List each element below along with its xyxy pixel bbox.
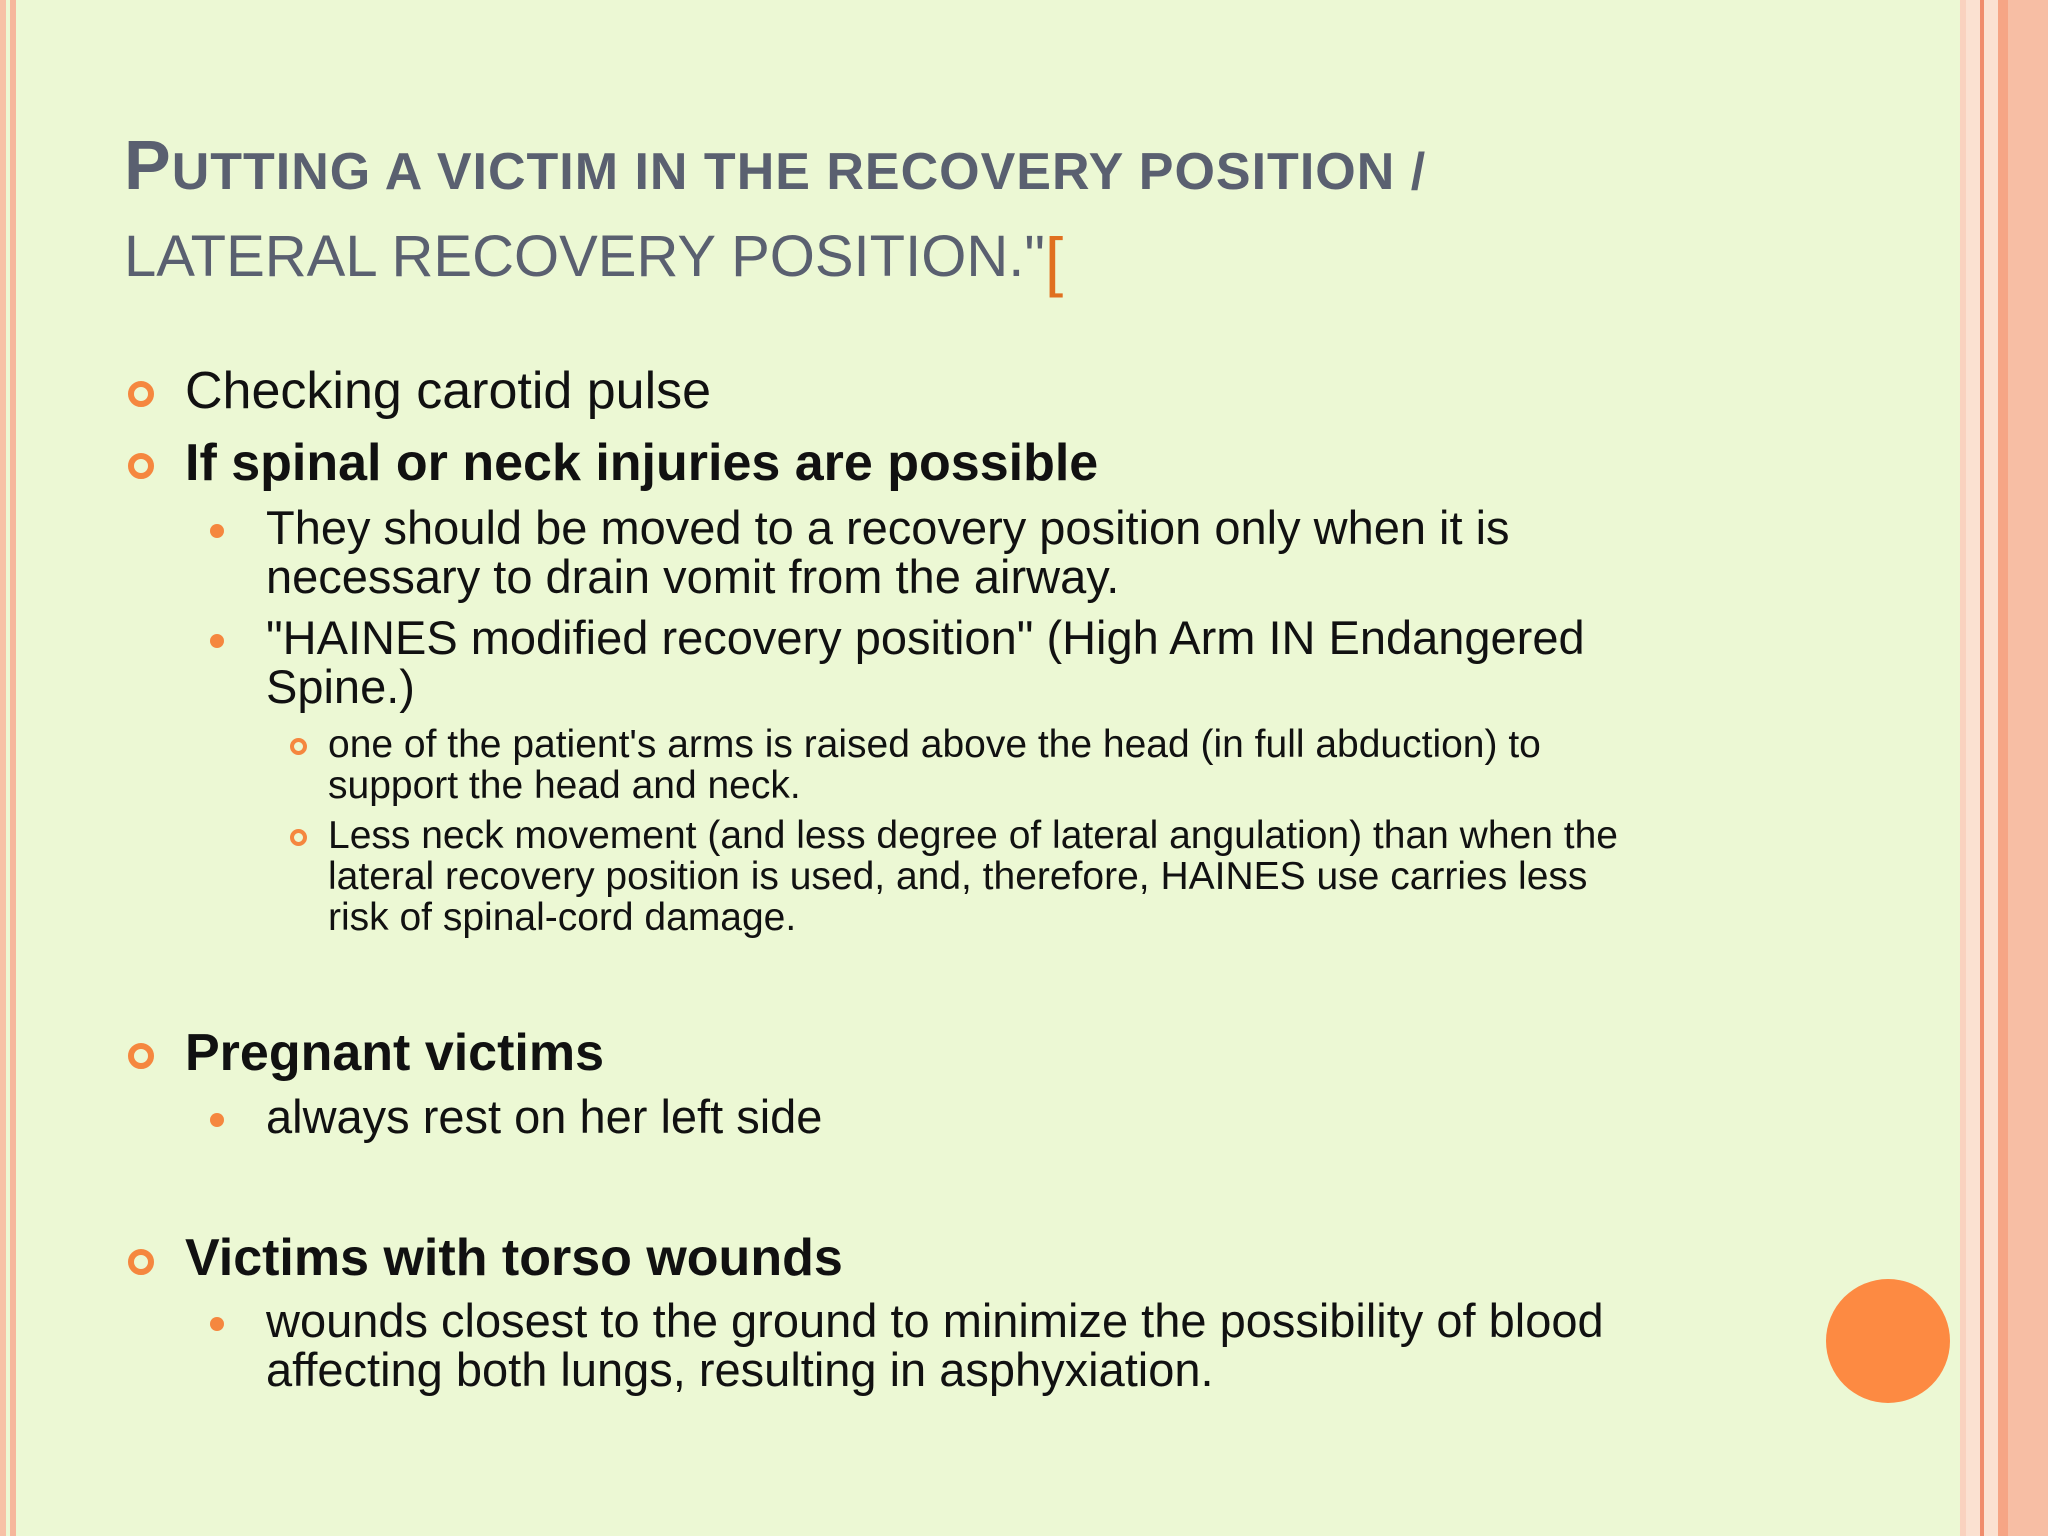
dot-bullet-icon [210,524,224,538]
dot-bullet-icon [210,634,224,648]
slide-title [124,126,1884,298]
bullet-text-continued: necessary to drain vomit from the airway. [266,550,1120,603]
right-border-stripe [1984,0,1998,1536]
bullet-text: Victims with torso wounds [185,1229,843,1287]
right-border-stripe [1998,0,2008,1536]
bullet-text: If spinal or neck injuries are possible [185,434,1099,492]
bullet-text: Pregnant victims [185,1024,605,1082]
title-line-1 [124,126,1884,204]
bullet-text: always rest on her left side [266,1090,823,1143]
ring-bullet-icon [128,453,154,479]
bullet-text: one of the patient's arms is raised above the head (in full abduction) to [328,723,1541,766]
bullet-text-continued: support the head and neck. [328,764,801,807]
bullet-text: Less neck movement (and less degree of lateral angulation) than when the [328,814,1618,857]
ring-bullet-icon [128,381,154,407]
bullet-text: wounds closest to the ground to minimize the possibility of blood [266,1294,1604,1347]
right-border-stripe [2008,0,2048,1536]
title-line-2 [124,224,1884,298]
title-line-1-text: UTTING A VICTIM IN THE RECOVERY POSITION / [171,143,1427,201]
title-line-2-text: LATERAL RECOVERY POSITION." [124,224,1045,289]
ring-bullet-icon [290,829,307,846]
dot-bullet-icon [210,1113,224,1127]
bullet-text-continued: risk of spinal-cord damage. [328,896,797,939]
left-edge-stripe [10,0,16,1536]
ring-bullet-icon [128,1249,154,1275]
ring-bullet-icon [290,738,307,755]
bullet-text: Checking carotid pulse [185,362,712,420]
right-border-stripe [1966,0,1980,1536]
title-initial: P [124,126,172,204]
title-bracket: [ [1044,224,1064,298]
decorative-circle [1826,1279,1950,1403]
dot-bullet-icon [210,1317,224,1331]
ring-bullet-icon [128,1043,154,1069]
bullet-text: "HAINES modified recovery position" (High Arm IN Endangered [266,611,1585,664]
bullet-text-continued: Spine.) [266,660,415,713]
left-edge-stripe [0,0,6,1536]
bullet-text-continued: affecting both lungs, resulting in asphyxiation. [266,1343,1214,1396]
bullet-text-continued: lateral recovery position is used, and, therefore, HAINES use carries less [328,855,1588,898]
bullet-text: They should be moved to a recovery position only when it is [266,501,1510,554]
